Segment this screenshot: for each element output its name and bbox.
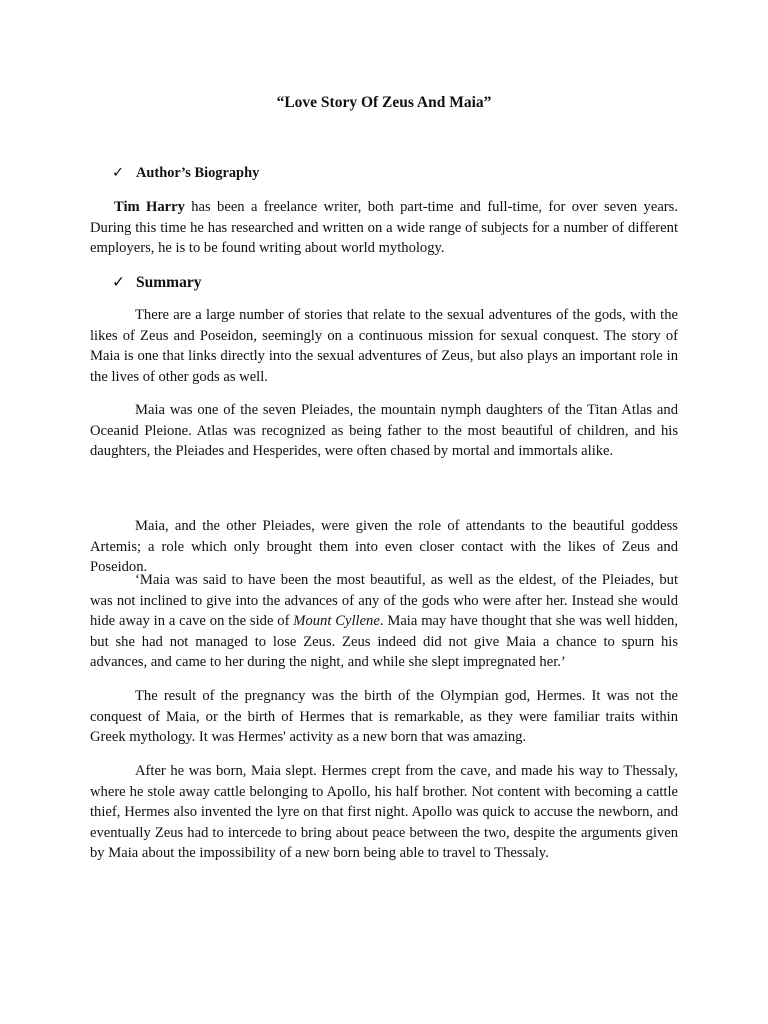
summary-paragraph-2: Maia was one of the seven Pleiades, the mountain nymph daughters of the Titan Atlas and Oceanid Pleione. Atlas was recognized as being father to the most beautiful of children, and his daughters, the Pleiades and Hesperides, were often chased by mortal and immortals alike. (90, 402, 678, 460)
checkmark-icon: ✓ (112, 274, 125, 291)
summary-heading-label: Summary (136, 273, 202, 291)
summary-paragraph-1: There are a large number of stories that relate to the sexual adventures of the gods, with the likes of Zeus and Poseidon, seemingly on a continuous mission for sexual conquest. The story of Maia is one that links directly into the sexual adventures of Zeus, but also plays an important role in the lives of other gods as well. (90, 307, 678, 385)
author-name: Tim Harry (114, 199, 185, 215)
summary-heading (112, 273, 201, 292)
summary-paragraph-4: The result of the pregnancy was the birth of the Olympian god, Hermes. It was not the conquest of Maia, or the birth of Hermes that is remarkable, as they were familiar traits within Greek mythology. It was Hermes' activity as a new born that was amazing. (90, 688, 678, 746)
biography-heading (112, 165, 259, 182)
document-title: “Love Story Of Zeus And Maia” (276, 94, 492, 111)
checkmark-icon: ✓ (112, 165, 125, 181)
summary-paragraph-3: Maia, and the other Pleiades, were given the role of attendants to the beautiful goddess Artemis; a role which only brought them into even closer contact with the likes of Zeus and Poseidon. (90, 518, 678, 576)
quote-paragraph (90, 570, 678, 673)
quote-place-name: Mount Cyllene (293, 613, 380, 630)
quote-text-after: . Maia may have thought that she was well hidden, but she had not managed to lose Zeus. Zeus indeed did not give Maia a chance to spurn his advances, and came to her during the night, and while she slept impregnated her.’ (90, 613, 679, 671)
biography-text: has been a freelance writer, both part-time and full-time, for over seven years. During this time he has researched and written on a wide range of subjects for a number of different employers, he is to be found writing about world mythology. (90, 199, 678, 257)
summary-paragraph-5: After he was born, Maia slept. Hermes crept from the cave, and made his way to Thessaly, where he stole away cattle belonging to Apollo, his half brother. Not content with becoming a cattle thief, Hermes also invented the lyre on that first night. Apollo was quick to accuse the newborn, and eventually Zeus had to intercede to bring about peace between the two, despite the arguments given by Maia about the impossibility of a new born being able to travel to Thessaly. (90, 763, 678, 862)
biography-heading-label: Author’s Biography (136, 165, 260, 181)
biography-paragraph (90, 197, 678, 259)
quote-text-before: ‘Maia was said to have been the most beautiful, as well as the eldest, of the Pleiades, but was not inclined to give into the advances of any of the gods who were after her. Instead she would hide away in a cave on the side of (90, 572, 678, 630)
